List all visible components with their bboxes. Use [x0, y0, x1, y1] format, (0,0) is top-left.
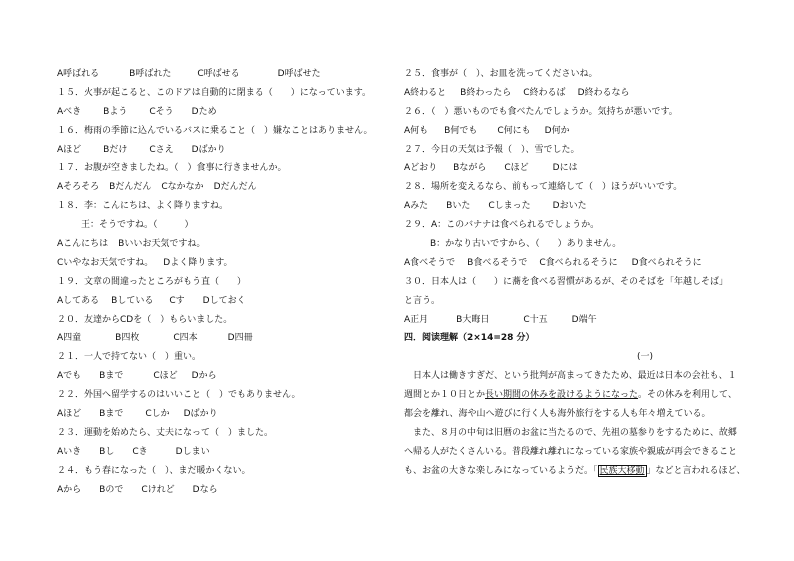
text-line: 都会を離れ、海や山へ遊びに行く人も海外旅行をする人も年々増えている。 [404, 409, 711, 420]
question-line: ２３．運動を始めたら、丈夫になって（ ）ました。 [57, 427, 274, 438]
answer-option: Aほど [57, 144, 82, 155]
boxed-phrase: 民族大移動 [599, 465, 645, 476]
right-column [404, 65, 776, 481]
answer-option: Dばかり [191, 144, 226, 155]
question-line: １９．文章の間違ったところがもう直（ ） [57, 276, 247, 287]
answer-option: Dよく降ります。 [163, 257, 233, 268]
answer-option: Dだんだん [213, 182, 257, 193]
answer-option: Dしておく [202, 295, 246, 306]
answer-option: Bので [99, 484, 124, 495]
question-line: ２６．（ ）悪いものでも食べたんでしょうか。気持ちが悪いです。 [404, 106, 678, 117]
answer-option: D呼ばせた [277, 69, 321, 79]
answer-option: B呼ばれた [129, 69, 172, 79]
answer-option: Aべき [57, 106, 82, 117]
question-line: ２５．食事が（ ）、お皿を洗ってくださいね。 [404, 69, 598, 79]
question-line: ２７．今日の天気は予報（ ）、雪でした。 [404, 144, 580, 155]
answer-option: Cしまった [488, 201, 531, 212]
answer-options [57, 141, 392, 160]
answer-option: Dばかり [183, 409, 218, 420]
answer-option: C終わるば [523, 87, 566, 98]
answer-options [57, 178, 392, 197]
answer-option: Bいた [446, 201, 471, 212]
question-line: ２１．一人で持てない（ ）重い。 [57, 352, 202, 363]
text-line: と言う。 [404, 295, 441, 306]
answer-options [404, 159, 776, 178]
answer-options [404, 254, 776, 273]
answer-option: B四枚 [115, 333, 140, 344]
answer-option: A四童 [57, 333, 82, 344]
answer-options [57, 254, 392, 273]
answer-option: D終わるなら [577, 87, 630, 98]
answer-option: Bしている [111, 295, 154, 306]
answer-options [57, 65, 392, 84]
answer-options [57, 103, 392, 122]
section-title: 四．阅读理解（2×14=28 分） [404, 333, 535, 344]
answer-option: Cき [132, 446, 148, 457]
answer-option: Aそろそろ [57, 182, 100, 193]
answer-option: Aしてある [57, 295, 100, 306]
text-segment: 」などと言われるほど、 [646, 465, 746, 476]
answer-option: Dため [191, 106, 217, 117]
answer-option: Aこんにちは [57, 239, 109, 250]
answer-option: A食べそうで [404, 257, 456, 268]
answer-option: Bながら [453, 163, 487, 174]
answer-option: D端午 [571, 314, 597, 325]
answer-option: B終わったら [460, 87, 512, 98]
question-line: ２２．外国へ留学するのはいいこと（ ）でもありません。 [57, 390, 301, 401]
answer-option: Bまで [99, 409, 124, 420]
text-line: へ帰る人がたくさんいる。普段離れ離れになっている家族や親戚が再会できること [404, 446, 738, 457]
answer-option: Bし [99, 446, 115, 457]
answer-option: Dには [552, 163, 578, 174]
answer-options [404, 197, 776, 216]
answer-option: Aほど [57, 409, 82, 420]
answer-option: Cしか [145, 409, 170, 420]
paragraph-line [404, 386, 776, 405]
answer-option: Bよう [103, 106, 128, 117]
underlined-phrase: 長い期間の休みを設けるようになった [485, 390, 639, 401]
paragraph-line: 日本人は働きすぎだ、という批判が高まってきたため、最近は日本の会社も、１ [413, 371, 737, 382]
passage-heading: (一) [636, 352, 654, 363]
question-line: １７．お腹が空きましたね。（ ）食事に行きませんか。 [57, 163, 287, 174]
answer-options [57, 235, 392, 254]
text-segment: 。その休みを利用して、 [638, 390, 737, 401]
text-segment: 週間とか１０日とか [404, 390, 486, 401]
answer-option: Cけれど [141, 484, 175, 495]
answer-options [404, 311, 776, 330]
answer-option: D何か [544, 125, 570, 136]
answer-option: Bだけ [103, 144, 128, 155]
answer-options [57, 481, 392, 500]
answer-option: Bだんだん [109, 182, 152, 193]
answer-options [57, 292, 392, 311]
answer-option: Cそう [149, 106, 174, 117]
answer-option: Bいいお天気ですね。 [118, 239, 206, 250]
answer-option: Aから [57, 484, 82, 495]
answer-options [404, 122, 776, 141]
answer-option: A何も [404, 125, 429, 136]
answer-option: Aみた [404, 201, 429, 212]
answer-option: Aどおり [404, 163, 438, 174]
answer-option: Cほど [504, 163, 529, 174]
paragraph-line: また、８月の中旬は旧暦のお盆に当たるので、先祖の墓参りをするために、故郷 [413, 427, 737, 438]
answer-option: A正月 [404, 314, 429, 325]
answer-option: Cす [169, 295, 185, 306]
answer-option: C十五 [523, 314, 548, 325]
answer-option: B何でも [444, 125, 478, 136]
answer-options [57, 405, 392, 424]
answer-option: C四本 [173, 333, 198, 344]
answer-option: C呼ばせる [197, 69, 240, 79]
answer-options [57, 367, 392, 386]
text-segment: も、お盆の大きな楽しみになっているようだ。「 [404, 465, 598, 476]
answer-option: A呼ばれる [57, 69, 100, 79]
question-line: １８．李：こんにちは、よく降りますね。 [57, 201, 229, 212]
question-line: １６．梅雨の季節に込んでいるバスに乗ること（ ）嫌なことはありません。 [57, 125, 373, 136]
answer-option: Cほど [153, 371, 178, 382]
answer-option: Cなかなか [161, 182, 204, 193]
answer-option: Dしまい [175, 446, 210, 457]
answer-option: Cいやなお天気ですね。 [57, 257, 154, 268]
answer-option: Dおいた [552, 201, 587, 212]
paragraph-line [404, 462, 776, 481]
answer-option: Aいき [57, 446, 82, 457]
answer-options [404, 84, 776, 103]
question-line: １５．火事が起こると、このドアは自動的に閉まる（ ）になっています。 [57, 87, 372, 98]
answer-options [57, 443, 392, 462]
question-dialogue-line: 王：そうですね。（ ） [81, 220, 194, 231]
answer-option: Bまで [99, 371, 124, 382]
question-line: ２８．場所を変えるなら、前もって連絡して（ ）ほうがいいです。 [404, 182, 683, 193]
answer-option: D四冊 [227, 333, 253, 344]
answer-option: Dから [191, 371, 217, 382]
answer-option: B大晦日 [456, 314, 490, 325]
answer-option: Dなら [192, 484, 218, 495]
left-column [57, 65, 392, 499]
question-line: ２０．友達からCDを（ ）もらいました。 [57, 314, 233, 325]
answer-option: A終わると [404, 87, 447, 98]
answer-option: Aでも [57, 371, 82, 382]
answer-option: C食べられるそうに [539, 257, 618, 268]
answer-option: Cさえ [149, 144, 174, 155]
question-line: ２４．もう春になった（ ）、まだ暖かくない。 [57, 465, 251, 476]
question-line: ３０．日本人は（ ）に蕎を食べる習慣があるが、そのそばを「年越しそば」 [404, 276, 729, 287]
answer-option: B食べるそうで [467, 257, 528, 268]
question-dialogue-line: B：かなり古いですから、（ ）ありません。 [430, 239, 622, 250]
answer-option: C何にも [497, 125, 531, 136]
question-line: ２９．A：このバナナは食べられるでしょうか。 [404, 220, 600, 231]
answer-option: D食べられそうに [631, 257, 702, 268]
answer-options [57, 329, 392, 348]
